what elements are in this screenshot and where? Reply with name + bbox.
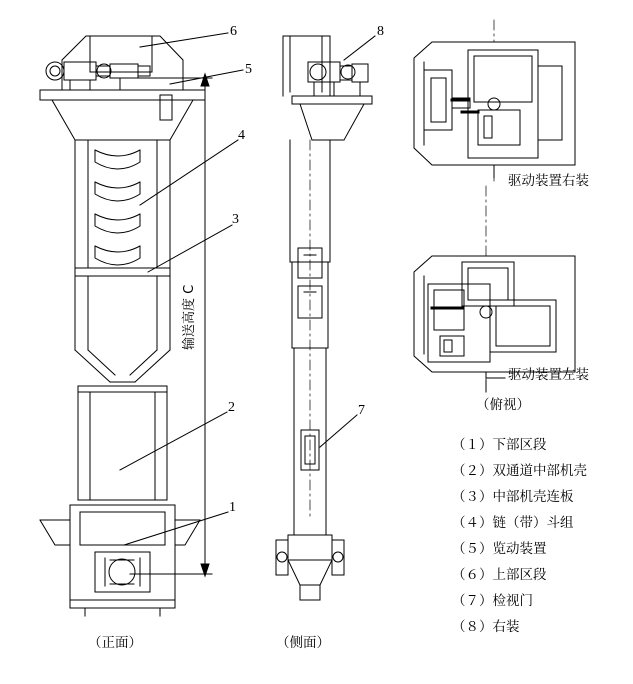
legend-list [452, 432, 627, 640]
top-view-right-label: 驱动装置右装 [508, 173, 589, 189]
legend-item-2: （２）双通道中部机壳 [452, 463, 587, 479]
front-view-caption: （正面） [88, 635, 142, 651]
side-view-caption: （侧面） [276, 635, 330, 651]
legend-item-5: （５）览动装置 [452, 541, 547, 557]
side-view-group [276, 36, 372, 600]
legend-item-4: （４）链（带）斗组 [452, 515, 574, 531]
legend-item-8: （８）右装 [452, 619, 520, 635]
top-view-left-group [414, 186, 575, 392]
top-view-caption: （俯视） [476, 397, 530, 413]
legend-item-3: （３）中部机壳连板 [452, 489, 574, 505]
callout-8: 8 [377, 24, 384, 39]
callout-1: 1 [229, 500, 236, 515]
callout-2: 2 [228, 400, 235, 415]
callout-3: 3 [232, 212, 239, 227]
callout-7: 7 [358, 403, 365, 418]
callout-6: 6 [230, 24, 237, 39]
callout-4: 4 [238, 128, 245, 143]
legend-item-6: （６）上部区段 [452, 567, 547, 583]
top-view-right-group [414, 20, 575, 185]
legend-item-7: （７）检视门 [452, 593, 533, 609]
callout-5: 5 [245, 62, 252, 77]
side-callout-leaders [320, 36, 375, 447]
legend-item-1: （１）下部区段 [452, 437, 547, 453]
dimension-line-c [130, 74, 212, 576]
dimension-label-c: 输送高度 C [182, 284, 197, 350]
top-view-left-label: 驱动装置左装 [508, 367, 589, 383]
